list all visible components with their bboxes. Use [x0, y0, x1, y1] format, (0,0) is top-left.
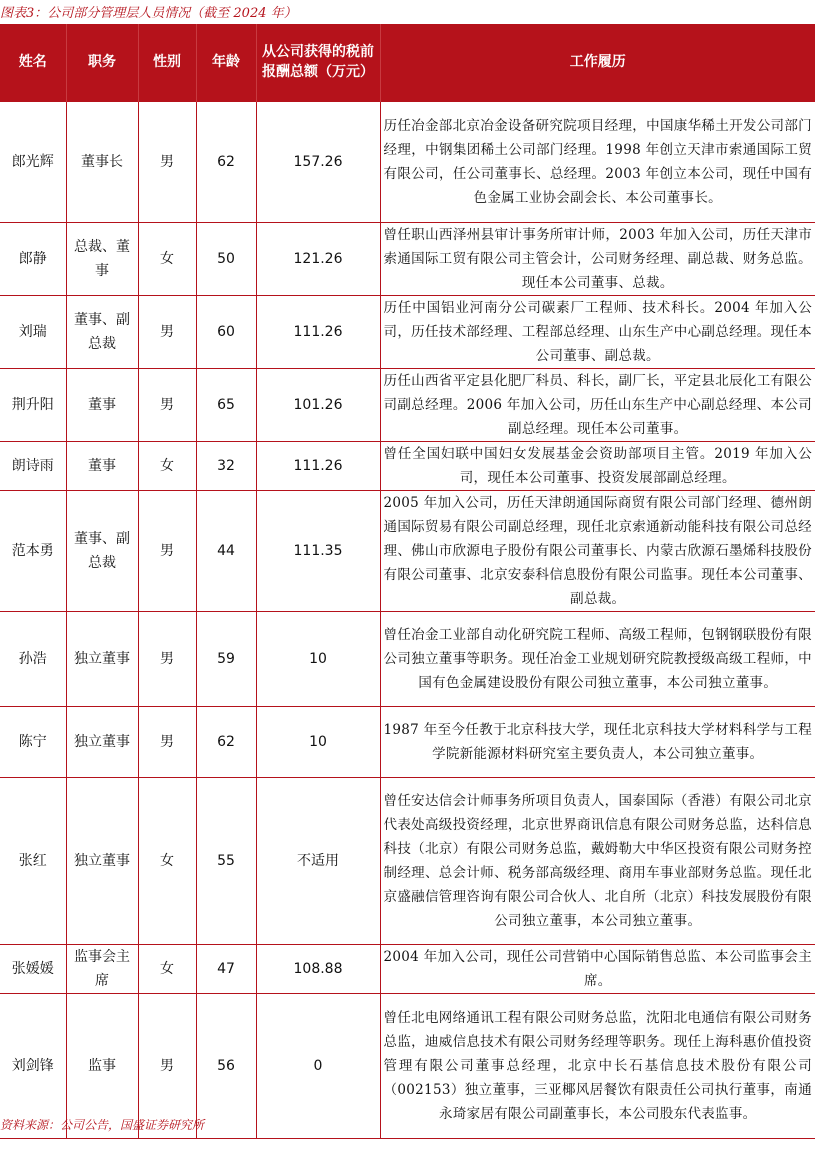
cell-gender: 女: [138, 222, 196, 295]
cell-age: 55: [196, 777, 256, 944]
cell-title: 董事: [66, 368, 138, 441]
cell-gender: 男: [138, 368, 196, 441]
cell-pay: 108.88: [256, 944, 380, 993]
cell-title: 独立董事: [66, 777, 138, 944]
cell-pay: 0: [256, 993, 380, 1138]
header-gender: 性别: [138, 24, 196, 101]
header-history: 工作履历: [380, 24, 815, 101]
cell-name: 陈宁: [0, 706, 66, 777]
cell-history: 历任冶金部北京冶金设备研究院项目经理，中国康华稀土开发公司部门经理，中钢集团稀土公司部门经理。1998 年创立天津市索通国际工贸有限公司，任公司董事长、总经理。2003 年创立本公司，现任中国有色金属工业协会副会长、本公司董事长。: [380, 101, 815, 222]
cell-age: 59: [196, 611, 256, 706]
table-row: [0, 295, 815, 368]
table-row: [0, 222, 815, 295]
cell-gender: 男: [138, 101, 196, 222]
table-row: [0, 611, 815, 706]
cell-age: 32: [196, 441, 256, 490]
cell-gender: 男: [138, 706, 196, 777]
header-title: 职务: [66, 24, 138, 101]
cell-title: 董事、副总裁: [66, 295, 138, 368]
cell-title: 独立董事: [66, 706, 138, 777]
table-row: [0, 777, 815, 944]
cell-name: 张红: [0, 777, 66, 944]
cell-pay: 101.26: [256, 368, 380, 441]
table-row: [0, 944, 815, 993]
cell-gender: 男: [138, 611, 196, 706]
cell-gender: 女: [138, 441, 196, 490]
header-age: 年龄: [196, 24, 256, 101]
table-row: [0, 101, 815, 222]
header-name: 姓名: [0, 24, 66, 101]
header-pay: 从公司获得的税前报酬总额（万元）: [256, 24, 380, 101]
cell-history: 曾任全国妇联中国妇女发展基金会资助部项目主管。2019 年加入公司，现任本公司董事、投资发展部副总经理。: [380, 441, 815, 490]
cell-age: 62: [196, 101, 256, 222]
cell-title: 独立董事: [66, 611, 138, 706]
management-table: [0, 24, 815, 1139]
cell-age: 56: [196, 993, 256, 1138]
cell-pay: 111.26: [256, 295, 380, 368]
cell-name: 范本勇: [0, 490, 66, 611]
cell-pay: 157.26: [256, 101, 380, 222]
cell-history: 历任山西省平定县化肥厂科员、科长，副厂长，平定县北辰化工有限公司副总经理。2006 年加入公司，历任山东生产中心副总经理、本公司副总经理。现任本公司董事。: [380, 368, 815, 441]
cell-age: 50: [196, 222, 256, 295]
cell-title: 总裁、董事: [66, 222, 138, 295]
cell-gender: 男: [138, 295, 196, 368]
table-header-row: [0, 24, 815, 101]
table-row: [0, 441, 815, 490]
cell-name: 郎光辉: [0, 101, 66, 222]
cell-gender: 男: [138, 993, 196, 1138]
cell-gender: 男: [138, 490, 196, 611]
cell-pay: 111.35: [256, 490, 380, 611]
cell-title: 监事会主席: [66, 944, 138, 993]
cell-name: 朗诗雨: [0, 441, 66, 490]
table-row: [0, 490, 815, 611]
cell-name: 荆升阳: [0, 368, 66, 441]
cell-history: 曾任安达信会计师事务所项目负责人，国泰国际（香港）有限公司北京代表处高级投资经理，北京世界商讯信息有限公司财务总监，达科信息科技（北京）有限公司财务总监，戴姆勒大中华区投资有限公司财务控制经理、总会计师、税务部高级经理、商用车事业部财务总监。现任北京盛融信管理咨询有限公司合伙人、北自所（北京）科技发展股份有限公司独立董事，本公司独立董事。: [380, 777, 815, 944]
cell-history: 2005 年加入公司，历任天津朗通国际商贸有限公司部门经理、德州朗通国际贸易有限公司副总经理，现任北京索通新动能科技有限公司总经理、佛山市欣源电子股份有限公司董事长、内蒙古欣源石墨烯科技股份有限公司董事、北京安泰科信息股份有限公司监事。现任本公司董事、副总裁。: [380, 490, 815, 611]
cell-history: 曾任职山西泽州县审计事务所审计师，2003 年加入公司，历任天津市索通国际工贸有限公司主管会计，公司财务经理、副总裁、财务总监。现任本公司董事、总裁。: [380, 222, 815, 295]
cell-age: 60: [196, 295, 256, 368]
cell-pay: 10: [256, 611, 380, 706]
table-body: [0, 101, 815, 1138]
cell-gender: 女: [138, 944, 196, 993]
table-row: [0, 706, 815, 777]
cell-name: 刘剑锋: [0, 993, 66, 1138]
cell-age: 65: [196, 368, 256, 441]
table-row: [0, 368, 815, 441]
cell-name: 郎静: [0, 222, 66, 295]
cell-history: 1987 年至今任教于北京科技大学，现任北京科技大学材料科学与工程学院新能源材料研究室主要负责人，本公司独立董事。: [380, 706, 815, 777]
cell-history: 历任中国铝业河南分公司碳素厂工程师、技术科长。2004 年加入公司，历任技术部经理、工程部总经理、山东生产中心副总经理。现任本公司董事、副总裁。: [380, 295, 815, 368]
cell-age: 44: [196, 490, 256, 611]
cell-pay: 10: [256, 706, 380, 777]
cell-pay: 111.26: [256, 441, 380, 490]
cell-name: 孙浩: [0, 611, 66, 706]
source-note: 资料来源：公司公告，国盛证券研究所: [0, 1118, 205, 1132]
cell-name: 张媛媛: [0, 944, 66, 993]
cell-title: 监事: [66, 993, 138, 1138]
figure-caption: 图表3：公司部分管理层人员情况（截至 2024 年）: [0, 6, 297, 21]
cell-history: 2004 年加入公司，现任公司营销中心国际销售总监、本公司监事会主席。: [380, 944, 815, 993]
cell-title: 董事长: [66, 101, 138, 222]
cell-name: 刘瑞: [0, 295, 66, 368]
cell-history: 曾任北电网络通讯工程有限公司财务总监，沈阳北电通信有限公司财务总监，迪威信息技术有限公司财务经理等职务。现任上海科惠价值投资管理有限公司董事总经理，北京中长石基信息技术股份有限公司（002153）独立董事，三亚椰风居餐饮有限责任公司执行董事，南通永琦家居有限公司副董事长，本公司股东代表监事。: [380, 993, 815, 1138]
cell-gender: 女: [138, 777, 196, 944]
cell-pay: 不适用: [256, 777, 380, 944]
cell-history: 曾任冶金工业部自动化研究院工程师、高级工程师，包钢钢联股份有限公司独立董事等职务。现任冶金工业规划研究院教授级高级工程师，中国有色金属建设股份有限公司独立董事，本公司独立董事。: [380, 611, 815, 706]
cell-age: 62: [196, 706, 256, 777]
cell-pay: 121.26: [256, 222, 380, 295]
cell-age: 47: [196, 944, 256, 993]
cell-title: 董事、副总裁: [66, 490, 138, 611]
cell-title: 董事: [66, 441, 138, 490]
